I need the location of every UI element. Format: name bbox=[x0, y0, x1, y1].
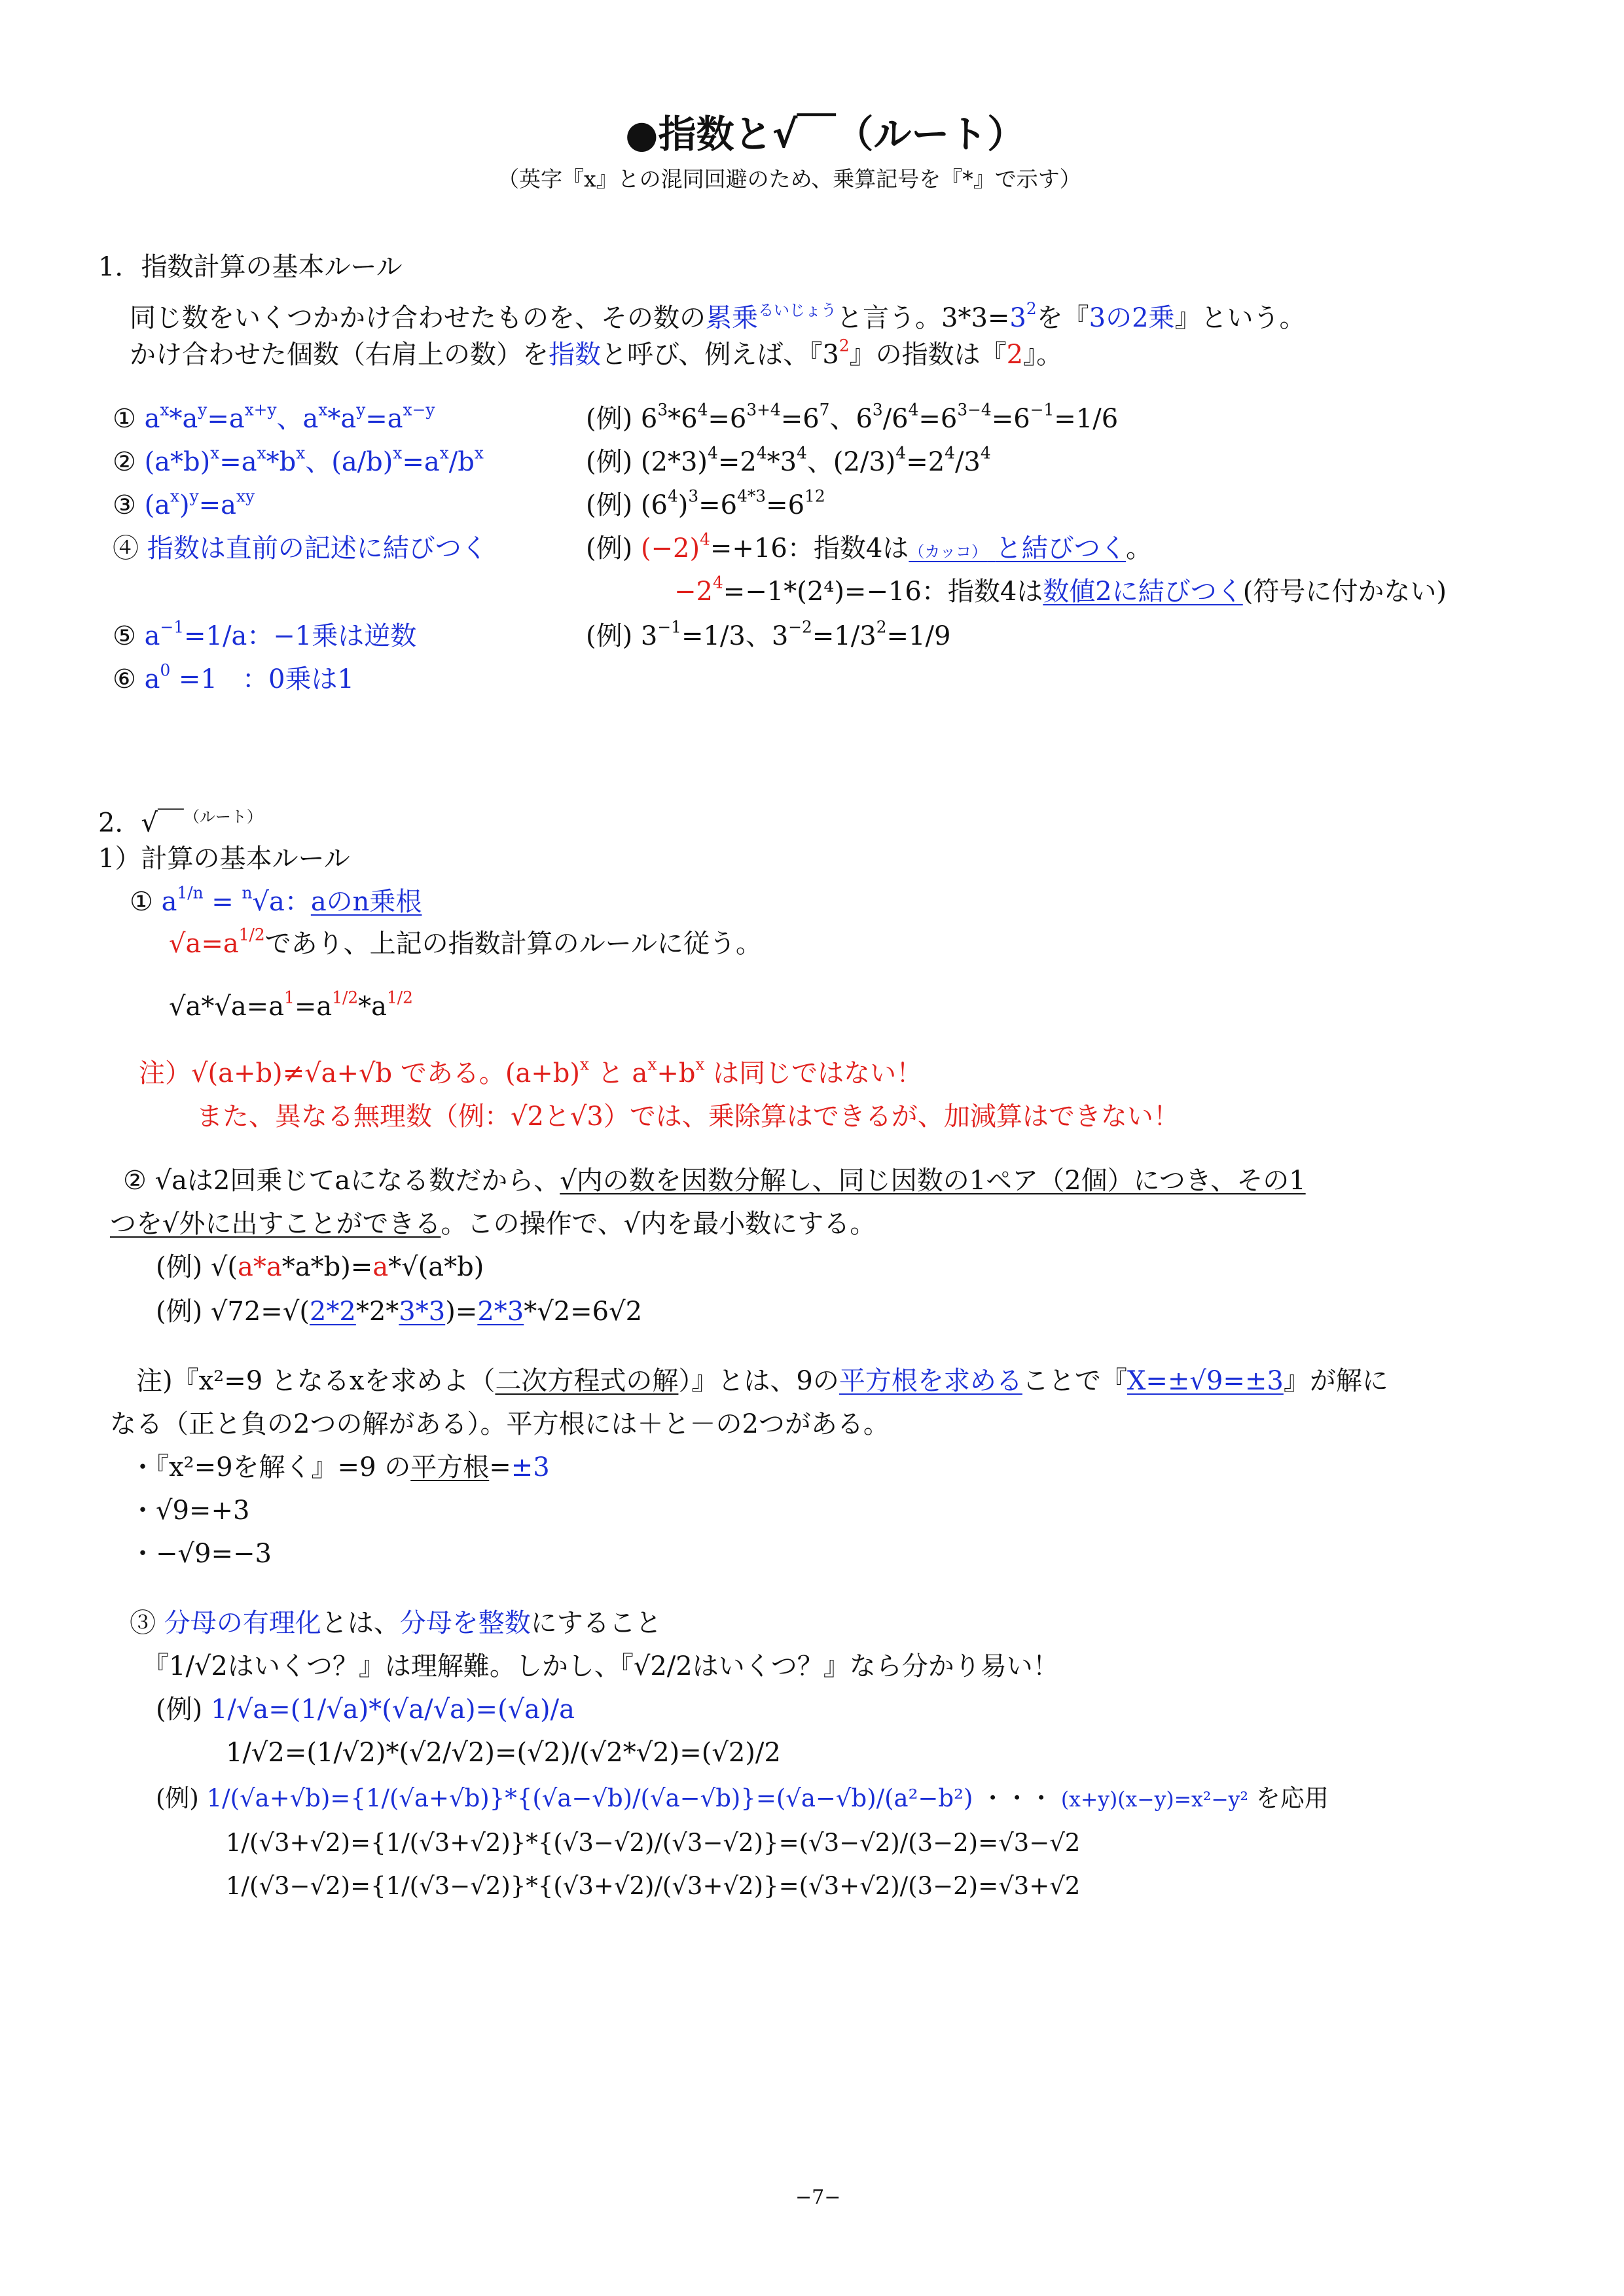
rationalize-example-2: (例) 1/(√a+√b)={1/(√a+√b)}*{(√a−√b)/(√a−√b)}=(√a−√b)/(a²−b²) ・・・ (x+y)(x−y)=x²−y² を応用 bbox=[156, 1784, 1329, 1812]
rule-4: ④ 指数は直前の記述に結びつく bbox=[113, 533, 488, 564]
note-2-line-1: 注)『x²=9 となるxを求めよ（二次方程式の解）』とは、9の平方根を求めることで『X=±√9=±3』が解に bbox=[136, 1366, 1388, 1396]
s2-subheading: 1）計算の基本ルール bbox=[98, 844, 350, 874]
root-rule-2-example-1: (例) √(a*a*a*b)=a*√(a*b) bbox=[156, 1252, 484, 1282]
rationalize-example-2-line-2: 1/(√3+√2)={1/(√3+√2)}*{(√3−√2)/(√3−√2)}=(√3−√2)/(3−2)=√3−√2 bbox=[226, 1829, 1081, 1857]
rule-5-formula: $a^{-1}=1/a$：−1乗は逆数 bbox=[144, 617, 417, 651]
rule-5-example: (例) $3^{-1}=1/3$、$3^{-2}=1/3^2=1/9$ bbox=[586, 617, 951, 651]
rule-1-formula: $a^x*a^y=a^{x+y}$、$a^x*a^y=a^{x-y}$ bbox=[144, 400, 435, 434]
root-rule-1-line-3: $√a*√a=a^1=a^{1/2}*a^{1/2}$ bbox=[169, 988, 413, 1022]
term-nth-root: aのn乗根 bbox=[310, 887, 422, 917]
root-rule-1: ① $a^{1/n} = ^n√a$：aのn乗根 bbox=[130, 883, 422, 917]
rule-5: ⑤ $a^{-1}=1/a$：−1乗は逆数 bbox=[113, 617, 417, 651]
page-subtitle: （英字『x』との混同回避のため、乗算記号を『*』で示す） bbox=[497, 166, 1081, 192]
rationalize-example-1-line-2: 1/√2=(1/√2)*(√2/√2)=(√2)/(√2*√2)=(√2)/2 bbox=[226, 1738, 781, 1768]
root-rule-1-line-2: $√a=a^{1/2}$であり、上記の指数計算のルールに従う。 bbox=[169, 925, 762, 959]
s1-paragraph-1: 同じ数をいくつかかけ合わせたものを、その数の累乗$^{るいじょう}$と言う。$3*3=3^2$を『3の2乗』という。 bbox=[130, 299, 1306, 333]
rule-1: ① $a^x*a^y=a^{x+y}$、$a^x*a^y=a^{x-y}$ bbox=[113, 400, 435, 434]
bullet-2: ・√9=+3 bbox=[130, 1496, 250, 1526]
rule-6: ⑥ $a^0 =1$ ：0乗は1 bbox=[113, 660, 354, 694]
section-2-heading: 2．√￣$^{(ルート)}$ bbox=[98, 808, 262, 838]
note-1-line-2: また、異なる無理数（例：√2と√3）では、乗除算はできるが、加減算はできない！ bbox=[196, 1102, 1180, 1132]
rule-4-text: 指数は直前の記述に結びつく bbox=[147, 533, 488, 564]
rule-4-example-2: $-2^4=-1*(2^4)=-16$：指数4は数値2に結びつく(符号に付かない) bbox=[674, 573, 1447, 607]
note-1-line-1: 注）√(a+b)≠√a+√b である。$(a+b)^x$ と $a^x+b^x$ は同じではない！ bbox=[139, 1054, 923, 1088]
rule-6-formula: $a^0 =1$ ：0乗は1 bbox=[144, 660, 354, 694]
root-rule-2-example-2: (例) √72=√(2*2*2*3*3)=2*3*√2=6√2 bbox=[156, 1297, 643, 1327]
root-rule-3-line-2: 『1/√2はいくつ？』は理解難。しかし、『√2/2はいくつ？』なら分かり易い！ bbox=[143, 1651, 1059, 1681]
rule-1-example: (例) $6^3*6^4=6^{3+4}=6^7$、$6^3/6^4=6^{3-4}=6^{-1}=1/6$ bbox=[586, 400, 1119, 434]
term-ruijou: 累乗 bbox=[706, 302, 758, 333]
rationalize-example-2-line-3: 1/(√3−√2)={1/(√3−√2)}*{(√3+√2)/(√3+√2)}=(√3+√2)/(3−2)=√3+√2 bbox=[226, 1872, 1081, 1900]
root-rule-2-line-1: ② √aは2回乗じてaになる数だから、√内の数を因数分解し、同じ因数の1ペア（2個）につき、その1 bbox=[123, 1166, 1306, 1196]
bullet-1: ・『x²=9を解く』=9 の平方根=±3 bbox=[130, 1452, 550, 1482]
rule-2: ② $(a*b)^x=a^x*b^x$、$(a/b)^x=a^x/b^x$ bbox=[113, 443, 484, 477]
root-rule-3-line-1: ③ 分母の有理化とは、分母を整数にすること bbox=[130, 1608, 662, 1638]
s1-paragraph-2: かけ合わせた個数（右肩上の数）を指数と呼び、例えば、『$3^2$』の指数は『2』。 bbox=[130, 336, 1063, 370]
page-number: −7− bbox=[795, 2186, 841, 2209]
rationalize-example-1: (例) 1/√a=(1/√a)*(√a/√a)=(√a)/a bbox=[156, 1695, 575, 1725]
rule-2-example: (例) $(2*3)^4=2^4*3^4$、$(2/3)^4=2^4/3^4$ bbox=[586, 443, 991, 477]
rule-4-example-1: (例) $(-2)^4=+16$：指数4は（カッコ） と結びつく。 bbox=[586, 529, 1152, 564]
term-shisuu: 指数 bbox=[549, 340, 601, 370]
rule-3: ③ $(a^x)^y=a^{xy}$ bbox=[113, 486, 255, 520]
page-title: ●指数と√￣（ルート） bbox=[625, 112, 1026, 156]
note-2-line-2: なる（正と負の2つの解がある）。平方根には＋と－の2つがある。 bbox=[110, 1409, 890, 1439]
rule-3-formula: $(a^x)^y=a^{xy}$ bbox=[144, 486, 255, 520]
rule-3-example: (例) $(6^4)^3=6^{4*3}=6^{12}$ bbox=[586, 486, 825, 520]
section-1-heading: 1．指数計算の基本ルール bbox=[98, 252, 403, 282]
ruby-ruijou: るいじょう bbox=[758, 301, 837, 319]
root-rule-2-line-2: つを√外に出すことができる。この操作で、√内を最小数にする。 bbox=[110, 1209, 876, 1239]
bullet-3: ・−√9=−3 bbox=[130, 1539, 272, 1569]
rule-2-formula: $(a*b)^x=a^x*b^x$、$(a/b)^x=a^x/b^x$ bbox=[144, 443, 484, 477]
